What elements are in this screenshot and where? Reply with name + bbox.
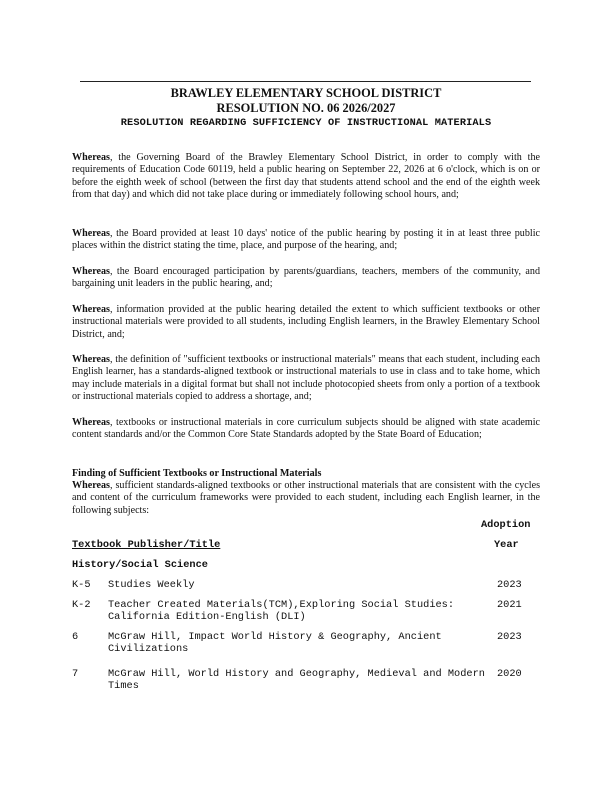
whereas-lead: Whereas xyxy=(72,228,110,239)
whereas-paragraph-5 xyxy=(72,354,540,404)
resolution-number: RESOLUTION NO. 06 2026/2027 xyxy=(216,101,396,115)
year-cell: 2020 xyxy=(497,668,522,680)
whereas-text: , the Governing Board of the Brawley Elementary School District, in order to comply with the requirements of Education Code 60119, held a public hearing on September 22, 2026 at 6 o'clock, which is on or before the eighth week of school (between the first day that students attend school and the end of the eighth week from that day) and which did not take place during or immediately following school hours, and; xyxy=(72,152,540,201)
column-header-adoption: Adoption xyxy=(481,519,531,531)
grade-cell: 7 xyxy=(72,668,79,680)
whereas-lead: Whereas xyxy=(72,417,110,428)
whereas-lead: Whereas xyxy=(72,304,110,315)
title-cell: McGraw Hill, Impact World History & Geography, Ancient Civilizations xyxy=(108,631,442,656)
title-cell: Teacher Created Materials(TCM),Exploring Social Studies: California Edition-English (DLI) xyxy=(108,599,455,624)
whereas-text: , the Board provided at least 10 days' notice of the public hearing by posting it in at least three public places within the district stating the time, place, and purpose of the hearing, and; xyxy=(72,228,540,252)
whereas-paragraph-2 xyxy=(72,228,540,253)
column-header-year: Year xyxy=(494,539,519,551)
grade-cell: K-2 xyxy=(72,599,91,611)
year-cell: 2023 xyxy=(497,579,522,591)
finding-heading: Finding of Sufficient Textbooks or Instructional Materials xyxy=(72,468,322,479)
district-name: BRAWLEY ELEMENTARY SCHOOL DISTRICT xyxy=(170,86,442,100)
whereas-paragraph-1 xyxy=(72,152,540,202)
column-header-title: Textbook Publisher/Title xyxy=(72,539,221,551)
finding-paragraph xyxy=(72,480,540,517)
whereas-paragraph-4 xyxy=(72,304,540,341)
year-cell: 2021 xyxy=(497,599,522,611)
whereas-lead: Whereas xyxy=(72,266,110,277)
resolution-title: RESOLUTION REGARDING SUFFICIENCY OF INSTRUCTIONAL MATERIALS xyxy=(120,117,492,129)
whereas-text: , textbooks or instructional materials in core curriculum subjects should be aligned with state academic content standards and/or the Common Core State Standards adopted by the State Board of Education; xyxy=(72,417,540,441)
whereas-paragraph-3 xyxy=(72,266,540,291)
whereas-paragraph-6 xyxy=(72,417,540,442)
year-cell: 2023 xyxy=(497,631,522,643)
title-cell: McGraw Hill, World History and Geography, Medieval and Modern Times xyxy=(108,668,485,693)
whereas-text: , information provided at the public hearing detailed the extent to which sufficient textbooks or other instructional materials were provided to all students, including English learners, in the Brawley Elementary School District, and; xyxy=(72,304,540,340)
header-rule xyxy=(80,81,531,82)
whereas-lead: Whereas xyxy=(72,152,110,163)
section-heading: History/Social Science xyxy=(72,559,208,571)
whereas-lead: Whereas xyxy=(72,480,110,491)
grade-cell: K-5 xyxy=(72,579,91,591)
title-cell: Studies Weekly xyxy=(108,579,195,591)
grade-cell: 6 xyxy=(72,631,79,643)
whereas-lead: Whereas xyxy=(72,354,110,365)
finding-text: , sufficient standards-aligned textbooks or other instructional materials that are consistent with the cycles and content of the curriculum frameworks were provided to each student, including each English learner, in the following subjects: xyxy=(72,480,540,516)
whereas-text: , the Board encouraged participation by parents/guardians, teachers, members of the community, and bargaining unit leaders in the public hearing, and; xyxy=(72,266,540,290)
whereas-text: , the definition of "sufficient textbooks or instructional materials" means that each student, including each English learner, has a standards-aligned textbook or instructional materials to use in class and to take home, which may include materials in a digital format but shall not include photocopied sheets from only a portion of a textbook or instructional materials copied to address a shortage, and; xyxy=(72,354,540,403)
